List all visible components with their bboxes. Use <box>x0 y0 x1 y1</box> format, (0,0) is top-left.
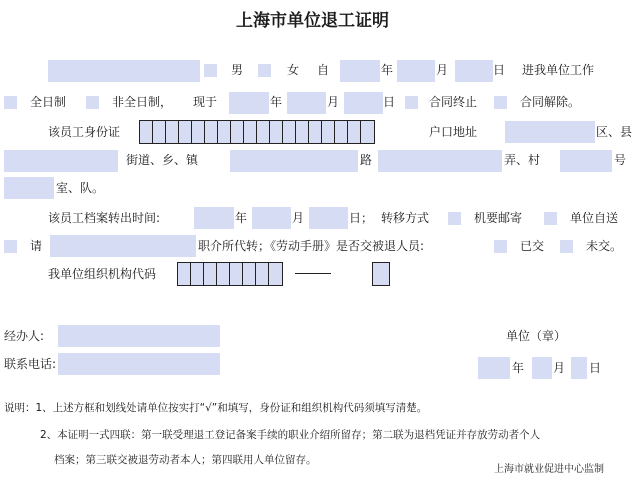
org-code-dash <box>295 273 331 274</box>
not-handed-label: 未交。 <box>586 239 623 253</box>
room-field[interactable] <box>4 177 54 199</box>
id-card-label: 该员工身份证 <box>48 125 121 139</box>
seal-year-label: 年 <box>512 361 525 375</box>
note-2: 2、本证明一式四联：第一联受理退工登记备案手续的职业介绍所留存；第二联为退档凭证并存放劳动者个人 <box>40 429 541 441</box>
transfer-time-label: 该员工档案转出时间: <box>48 211 161 225</box>
transfer-day-label: 日； <box>349 211 374 225</box>
org-code-check-digit-box[interactable] <box>372 262 390 286</box>
contract-end-label: 合同终止 <box>429 95 478 109</box>
phone-field[interactable] <box>58 353 220 375</box>
joined-label: 进我单位工作 <box>522 63 595 77</box>
handed-checkbox[interactable] <box>494 240 507 253</box>
lane-label: 弄、村 <box>504 153 541 167</box>
seal-month-field[interactable] <box>532 357 552 379</box>
district-name-field[interactable] <box>4 150 118 172</box>
seal-month-label: 月 <box>553 361 566 375</box>
handler-label: 经办人: <box>4 329 45 343</box>
handler-field[interactable] <box>58 325 220 347</box>
unit-seal-label: 单位（章） <box>506 329 567 343</box>
street-label: 街道、乡、镇 <box>126 153 199 167</box>
org-code-label: 我单位组织机构代码 <box>48 267 157 281</box>
house-number-field[interactable] <box>560 150 612 172</box>
number-label: 号 <box>614 153 627 167</box>
contract-dissolve-checkbox[interactable] <box>494 96 507 109</box>
end-day-label: 日 <box>383 95 396 109</box>
part-time-checkbox[interactable] <box>86 96 99 109</box>
full-time-label: 全日制 <box>30 95 67 109</box>
year-label: 年 <box>381 63 394 77</box>
contract-end-checkbox[interactable] <box>405 96 418 109</box>
end-month-field[interactable] <box>287 92 326 114</box>
end-day-field[interactable] <box>344 92 383 114</box>
month-label: 月 <box>436 63 449 77</box>
transfer-method-label: 转移方式 <box>381 211 430 225</box>
note-3: 档案；第三联交被退劳动者本人；第四联用人单位留存。 <box>54 454 317 466</box>
transfer-year-field[interactable] <box>194 207 234 229</box>
handed-label: 已交 <box>520 239 545 253</box>
issuer-footer: 上海市就业促进中心监制 <box>494 464 604 475</box>
end-year-field[interactable] <box>229 92 269 114</box>
road-name-field[interactable] <box>378 150 502 172</box>
agency-name-field[interactable] <box>50 235 196 257</box>
contract-dissolve-label: 合同解除。 <box>520 95 581 109</box>
mail-label: 机要邮寄 <box>474 211 523 225</box>
seal-day-label: 日 <box>589 361 602 375</box>
male-label: 男 <box>231 63 244 77</box>
self-send-checkbox[interactable] <box>544 212 557 225</box>
mail-checkbox[interactable] <box>448 212 461 225</box>
agency-checkbox[interactable] <box>4 240 17 253</box>
transfer-month-label: 月 <box>292 211 305 225</box>
employee-name-field[interactable] <box>48 60 200 82</box>
female-label: 女 <box>287 63 300 77</box>
seal-year-field[interactable] <box>478 357 510 379</box>
day-label: 日 <box>493 63 506 77</box>
agency-label: 职介所代转；《劳动手册》是否交被退人员: <box>198 239 425 253</box>
hukou-city-field[interactable] <box>505 121 595 143</box>
full-time-checkbox[interactable] <box>4 96 17 109</box>
part-time-label: 非全日制， <box>112 95 173 109</box>
from-label: 自 <box>317 63 330 77</box>
not-handed-checkbox[interactable] <box>560 240 573 253</box>
street-name-field[interactable] <box>230 150 358 172</box>
transfer-month-field[interactable] <box>252 207 291 229</box>
male-checkbox[interactable] <box>204 64 217 77</box>
start-day-field[interactable] <box>455 60 493 82</box>
hukou-label: 户口地址 <box>429 125 478 139</box>
room-label: 室、队。 <box>56 181 105 195</box>
form-title: 上海市单位退工证明 <box>236 11 389 31</box>
road-label: 路 <box>360 153 373 167</box>
transfer-year-label: 年 <box>235 211 248 225</box>
end-year-label: 年 <box>270 95 283 109</box>
now-label: 现于 <box>193 95 218 109</box>
transfer-day-field[interactable] <box>309 207 348 229</box>
phone-label: 联系电话: <box>4 357 57 371</box>
org-code-boxes[interactable] <box>177 262 283 286</box>
note-1: 说明：1、上述方框和划线处请单位按实打“√”和填写，身份证和组织机构代码须填写清楚。 <box>4 402 428 414</box>
start-month-field[interactable] <box>397 60 435 82</box>
female-checkbox[interactable] <box>258 64 271 77</box>
seal-day-field[interactable] <box>571 357 587 379</box>
please-label: 请 <box>30 239 43 253</box>
self-send-label: 单位自送 <box>570 211 619 225</box>
start-year-field[interactable] <box>340 60 380 82</box>
id-card-boxes[interactable] <box>139 120 375 144</box>
district-label: 区、县 <box>596 125 633 139</box>
end-month-label: 月 <box>327 95 340 109</box>
